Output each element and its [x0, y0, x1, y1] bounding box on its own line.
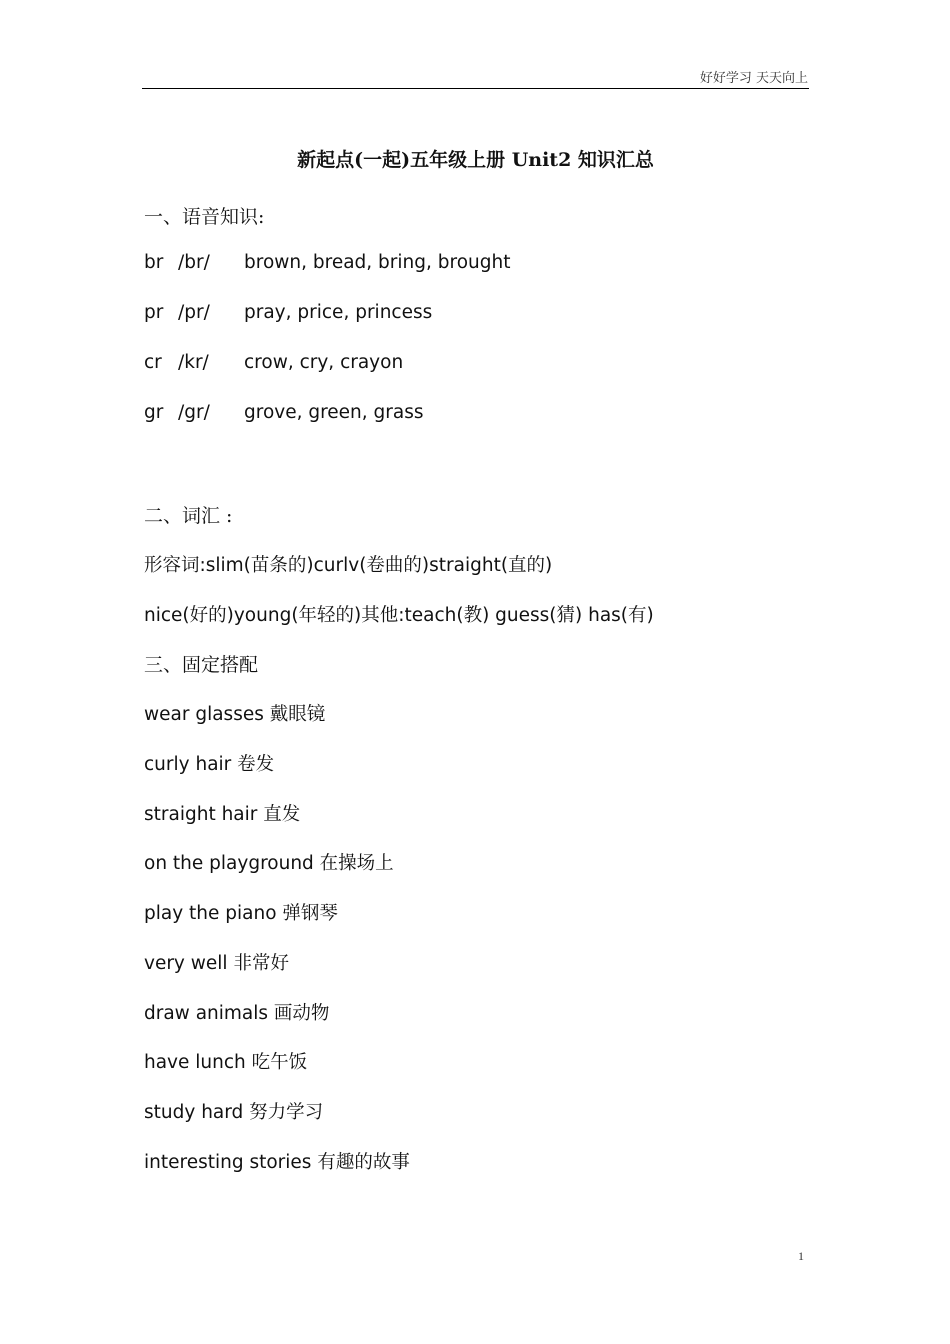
section-heading-phrases: 三、固定搭配 — [144, 654, 259, 676]
phonics-letters: cr — [144, 352, 162, 373]
phonics-letters: br — [144, 252, 164, 273]
phrase-item: interesting stories 有趣的故事 — [144, 1152, 410, 1173]
phonics-phoneme: /pr/ — [178, 302, 210, 323]
phonics-words: brown, bread, bring, brought — [244, 252, 511, 273]
phrase-item: draw animals 画动物 — [144, 1003, 330, 1024]
phrase-item: wear glasses 戴眼镜 — [144, 704, 326, 725]
header-rule — [142, 88, 809, 89]
phonics-phoneme: /kr/ — [178, 352, 209, 373]
phonics-words: crow, cry, crayon — [244, 352, 404, 373]
phonics-words: pray, price, princess — [244, 302, 433, 323]
phrase-item: very well 非常好 — [144, 953, 289, 974]
phrase-item: straight hair 直发 — [144, 804, 301, 825]
phrase-item: curly hair 卷发 — [144, 754, 275, 775]
phrase-item: study hard 努力学习 — [144, 1102, 324, 1123]
phonics-letters: gr — [144, 402, 164, 423]
section-heading-phonics: 一、语音知识: — [144, 206, 265, 228]
phrase-item: play the piano 弹钢琴 — [144, 903, 338, 924]
phrase-item: have lunch 吃午饭 — [144, 1052, 308, 1073]
page-header-text: 好好学习 天天向上 — [699, 71, 808, 86]
phonics-phoneme: /gr/ — [178, 402, 210, 423]
phrase-item: on the playground 在操场上 — [144, 853, 394, 874]
document-title: 新起点(一起)五年级上册 Unit2 知识汇总 — [297, 149, 654, 171]
phonics-words: grove, green, grass — [244, 402, 424, 423]
phonics-phoneme: /br/ — [178, 252, 210, 273]
section-heading-vocabulary: 二、词汇 : — [144, 505, 233, 527]
phonics-letters: pr — [144, 302, 164, 323]
vocabulary-line: 形容词:slim(苗条的)curlv(卷曲的)straight(直的) — [144, 555, 553, 576]
page-number: 1 — [798, 1249, 804, 1263]
vocabulary-line: nice(好的)young(年轻的)其他:teach(教) guess(猜) has(有) — [144, 605, 654, 626]
